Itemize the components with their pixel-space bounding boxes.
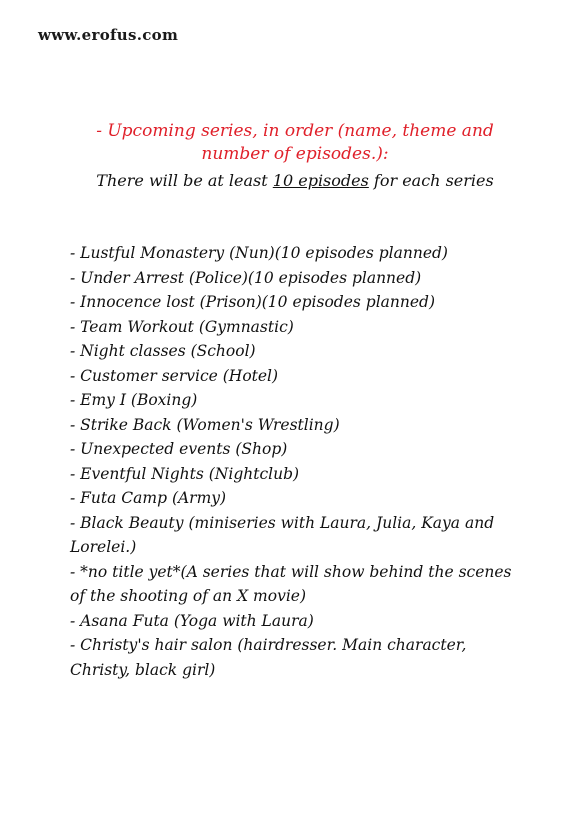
list-item: - Christy's hair salon (hairdresser. Main character, Christy, black girl)	[70, 636, 467, 679]
list-item: - *no title yet*(A series that will show behind the scenes of the shooting of an X movie)	[70, 562, 512, 605]
list-item: - Strike Back (Women's Wrestling)	[70, 415, 340, 434]
episodes-note-underlined: 10 episodes	[272, 171, 369, 190]
list-item: - Innocence lost (Prison)(10 episodes planned)	[70, 293, 435, 311]
watermark: www.erofus.com	[38, 26, 179, 44]
list-item: - Eventful Nights (Nightclub)	[70, 464, 300, 483]
list-item: - Under Arrest (Police)(10 episodes planned)	[70, 268, 422, 287]
list-item: - Emy I (Boxing)	[70, 391, 198, 409]
list-item: - Night classes (School)	[70, 342, 256, 360]
list-item: - Team Workout (Gymnastic)	[70, 317, 294, 336]
list-item: - Asana Futa (Yoga with Laura)	[70, 611, 314, 630]
episodes-note-after: for each series	[368, 171, 494, 190]
list-item: - Futa Camp (Army)	[70, 489, 227, 507]
list-item: - Black Beauty (miniseries with Laura, Julia, Kaya and Lorelei.)	[70, 513, 495, 556]
list-item: - Lustful Monastery (Nun)(10 episodes planned)	[70, 244, 448, 262]
list-item: - Customer service (Hotel)	[70, 366, 279, 385]
episodes-note	[60, 170, 530, 192]
list-item: - Unexpected events (Shop)	[70, 440, 288, 458]
episodes-note-before: There will be at least	[96, 171, 273, 190]
series-list	[70, 241, 520, 682]
upcoming-series-heading: - Upcoming series, in order (name, theme and number of episodes.):	[96, 121, 494, 164]
